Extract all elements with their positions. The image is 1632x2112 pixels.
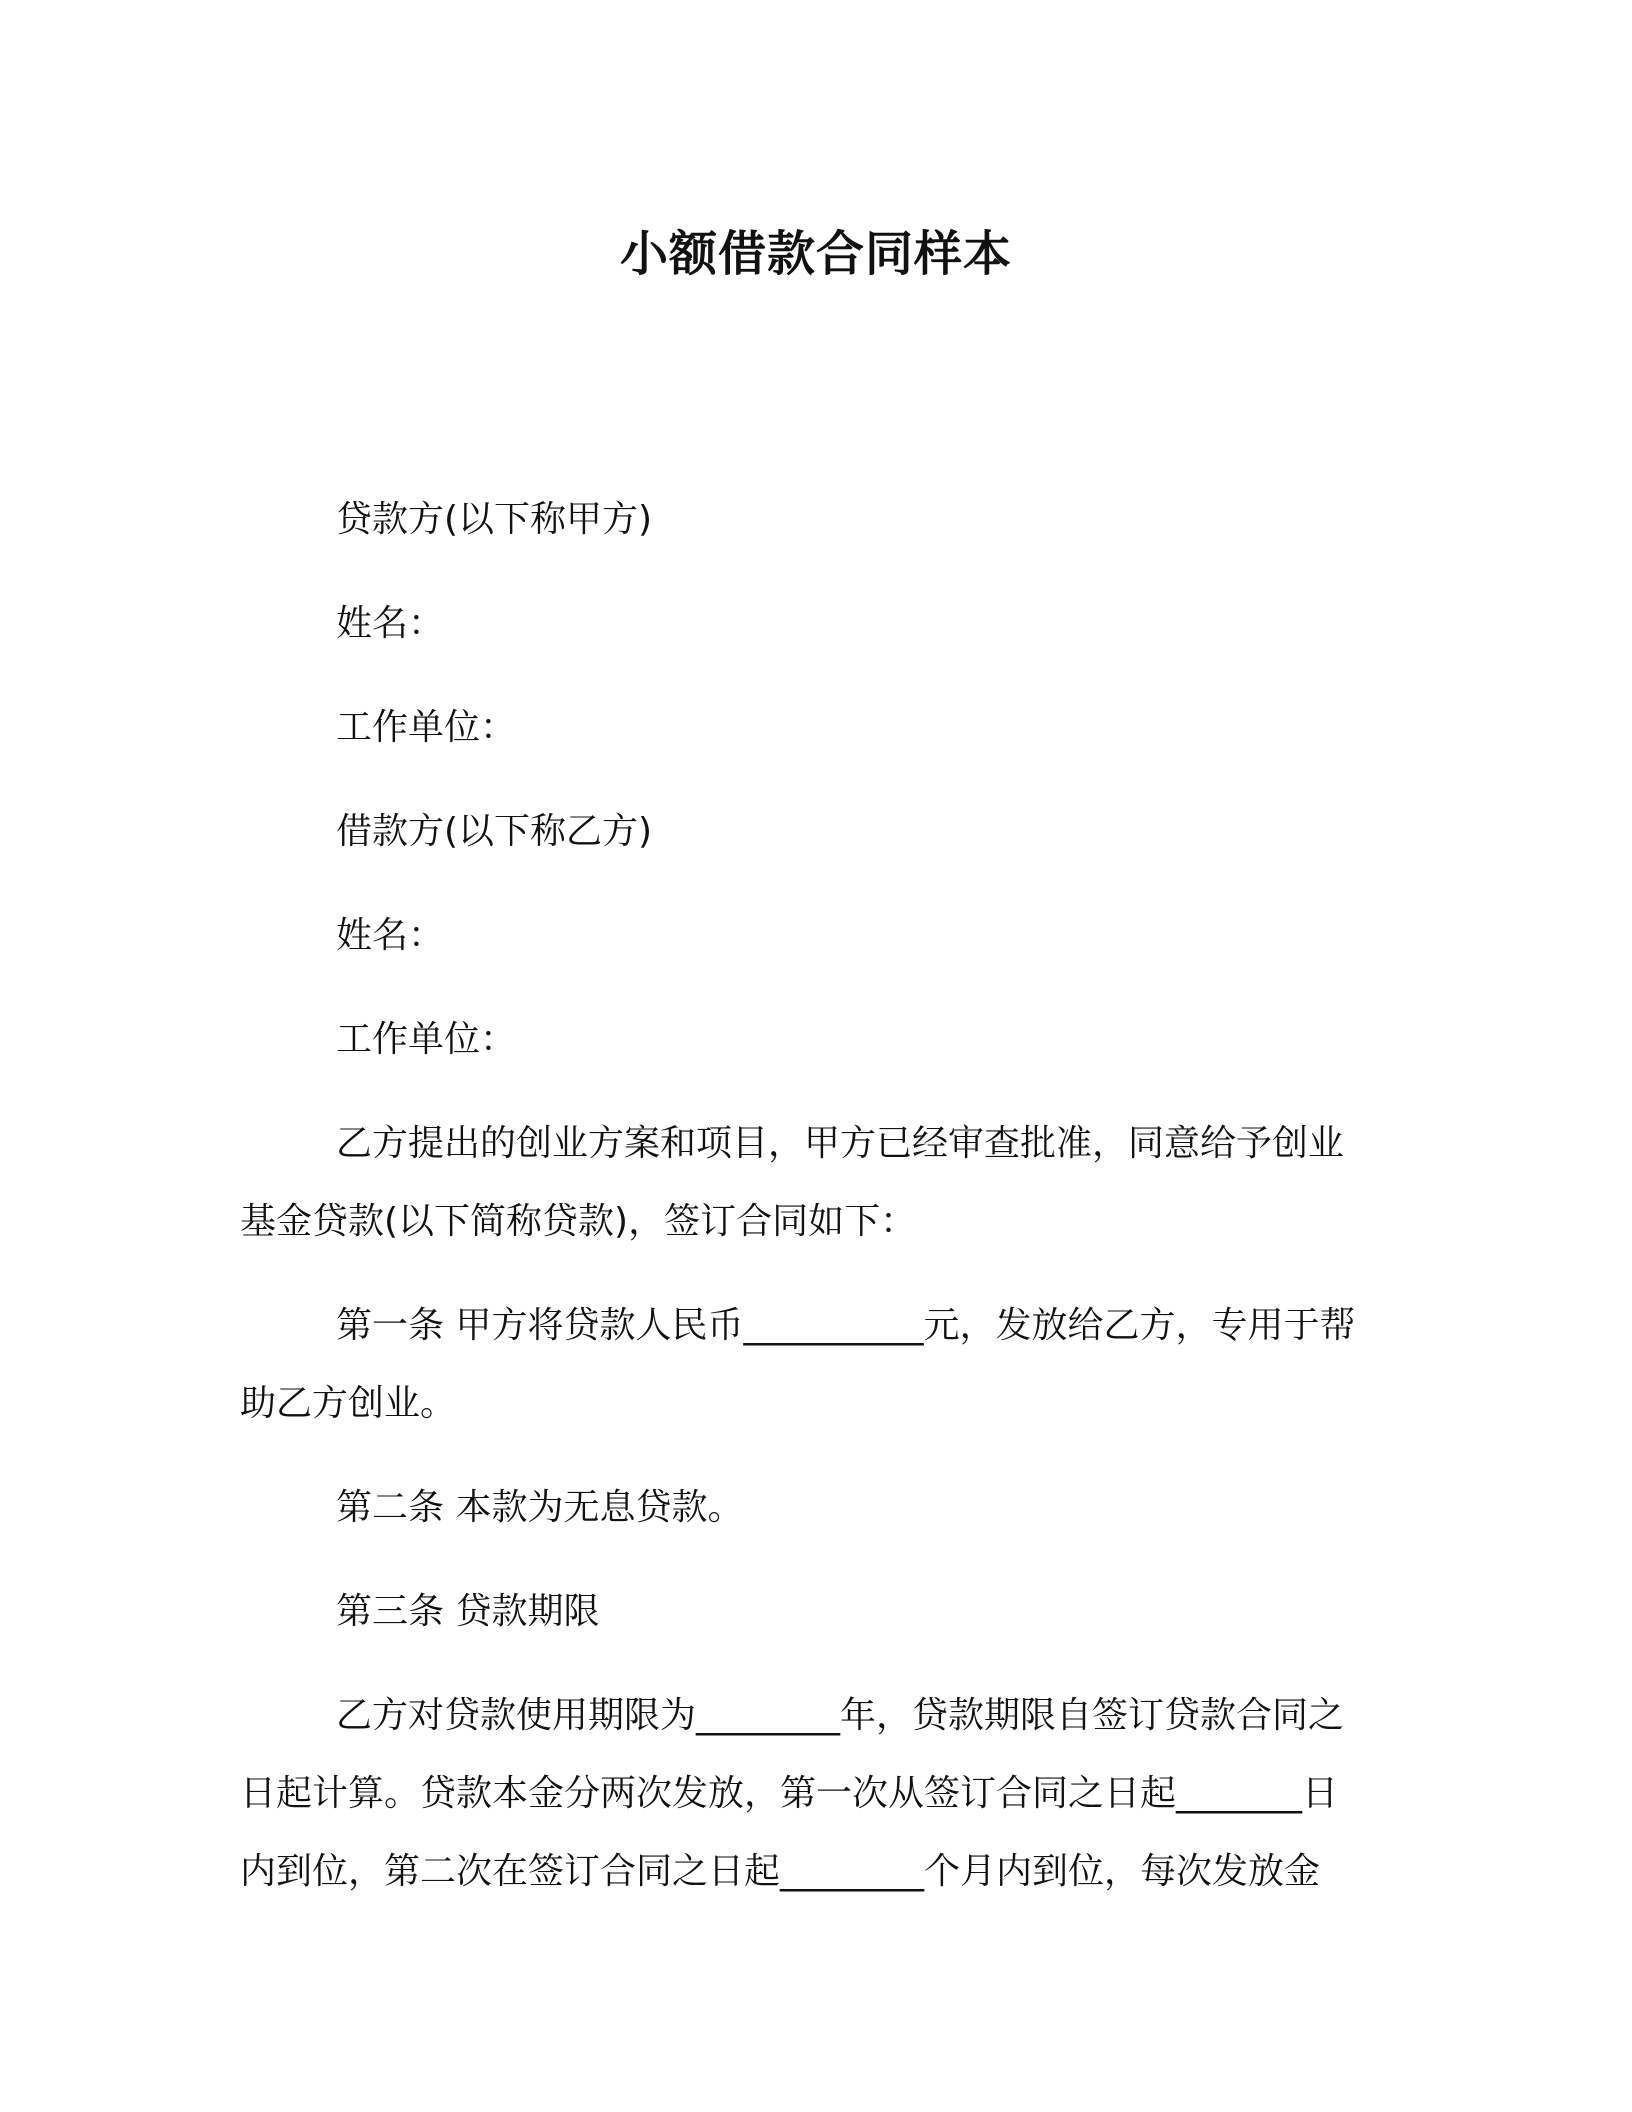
article-3-line-2: 日起计算。贷款本金分两次发放，第一次从签订合同之日起_______日 (240, 1773, 1339, 1814)
lender-name-label: 姓名： (336, 603, 445, 644)
article-3-line-3: 内到位，第二次在签订合同之日起________个月内到位，每次发放金 (240, 1851, 1321, 1892)
article-3-heading: 第三条 贷款期限 (336, 1591, 600, 1632)
preamble-line-2: 基金贷款(以下简称贷款)，签订合同如下： (240, 1201, 917, 1242)
borrower-heading: 借款方(以下称乙方) (336, 811, 653, 852)
borrower-employer-label: 工作单位： (336, 1019, 517, 1060)
document-title: 小额借款合同样本 (619, 226, 1012, 282)
article-1-line-1: 第一条 甲方将贷款人民币__________元，发放给乙方，专用于帮 (336, 1305, 1356, 1346)
borrower-name-label: 姓名： (336, 915, 445, 956)
preamble-line-1: 乙方提出的创业方案和项目，甲方已经审查批准，同意给予创业 (336, 1123, 1345, 1164)
lender-employer-label: 工作单位： (336, 707, 517, 748)
article-1-line-2: 助乙方创业。 (240, 1383, 457, 1424)
article-2: 第二条 本款为无息贷款。 (336, 1487, 744, 1528)
article-3-line-1: 乙方对贷款使用期限为________年，贷款期限自签订贷款合同之 (336, 1695, 1345, 1736)
lender-heading: 贷款方(以下称甲方) (336, 499, 653, 540)
